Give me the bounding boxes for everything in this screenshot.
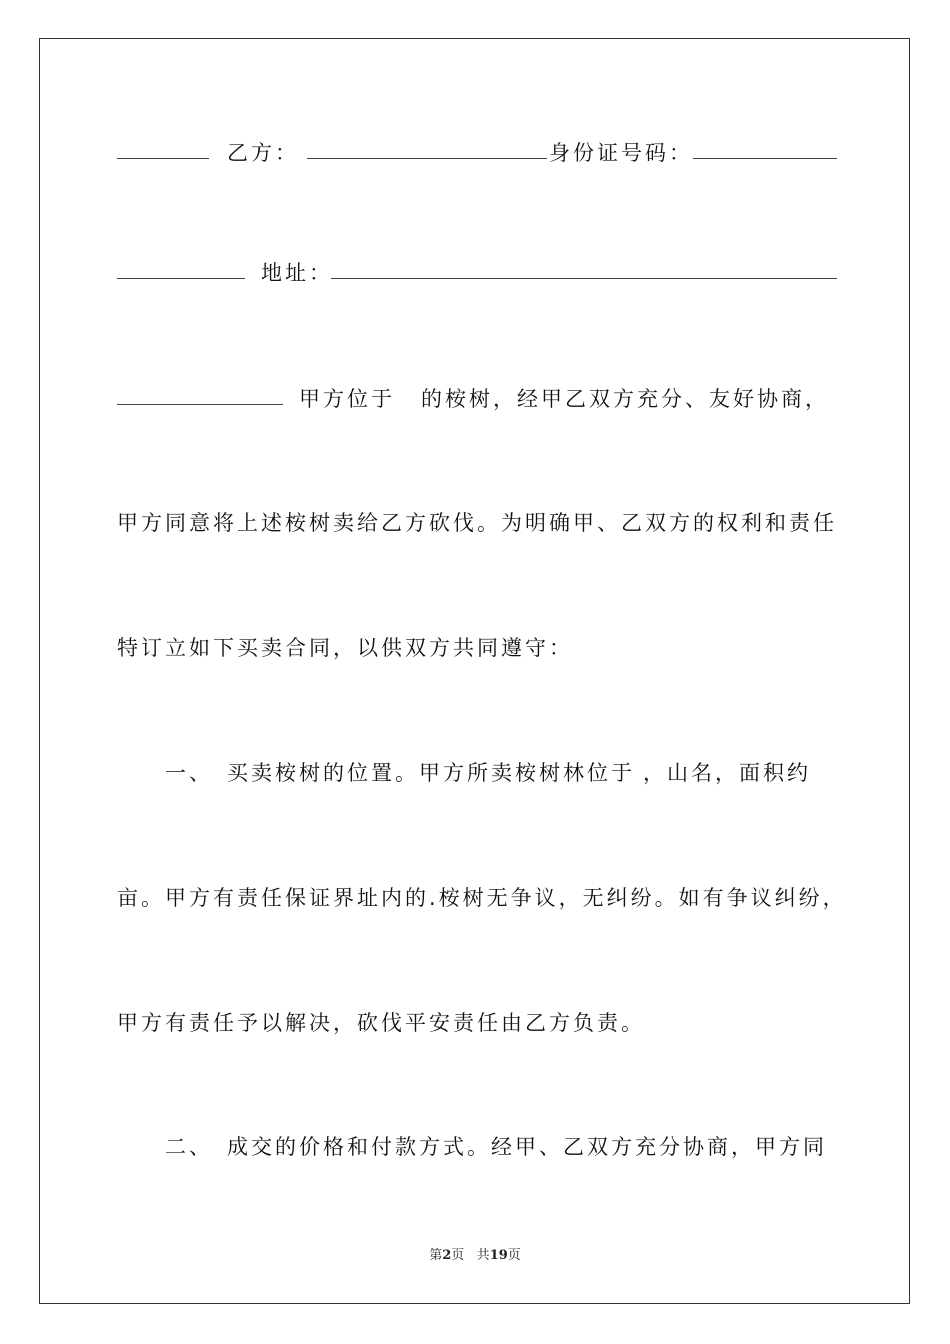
blank-field [117, 138, 209, 159]
current-page-number: 2 [442, 1248, 452, 1263]
paragraph-text: 买卖桉树的位置。甲方所卖桉树林位于 [227, 761, 635, 785]
paragraph-line [117, 508, 837, 538]
blank-field [117, 384, 283, 405]
clause-1-line [117, 758, 837, 788]
paragraph-text: 甲方有责任予以解决，砍伐平安责任由乙方负责。 [117, 1011, 645, 1035]
party-b-line [117, 138, 837, 168]
paragraph-text: 的桉树，经甲乙双方充分、友好协商， [421, 387, 829, 411]
clause-2-line [117, 1132, 837, 1162]
footer-total-prefix: 共 [476, 1248, 490, 1263]
paragraph-text: 特订立如下买卖合同，以供双方共同遵守： [117, 636, 573, 660]
paragraph-text: 甲方同意将上述桉树卖给乙方砍伐。为明确甲、乙双方的权利和责任 [117, 511, 837, 535]
paragraph-text: 成交的价格和付款方式。经甲、乙双方充分协商，甲方同 [227, 1135, 827, 1159]
address-label: 地址： [261, 261, 333, 285]
id-number-label: 身份证号码： [549, 141, 693, 165]
clause-number: 二、 [165, 1135, 213, 1159]
footer-prefix: 第 [429, 1248, 443, 1263]
party-b-label: 乙方： [227, 141, 299, 165]
page-frame [39, 38, 910, 1304]
party-b-blank [307, 138, 547, 159]
footer-page-suffix: 页 [451, 1248, 465, 1263]
paragraph-text: 甲方位于 [299, 387, 395, 411]
clause-number: 一、 [165, 761, 213, 785]
page-footer [0, 1247, 950, 1265]
address-line [117, 258, 837, 288]
total-page-count: 19 [489, 1248, 508, 1263]
paragraph-text: 亩。甲方有责任保证界址内的.桉树无争议，无纠纷。如有争议纠纷， [117, 886, 847, 910]
paragraph-text: ，山名，面积约 [643, 761, 811, 785]
address-blank [331, 258, 837, 279]
id-number-blank [693, 138, 837, 159]
footer-total-suffix: 页 [507, 1248, 521, 1263]
paragraph-line [117, 384, 837, 414]
paragraph-line [117, 1008, 837, 1038]
paragraph-line [117, 883, 847, 913]
paragraph-line [117, 633, 837, 663]
blank-field [117, 258, 245, 279]
